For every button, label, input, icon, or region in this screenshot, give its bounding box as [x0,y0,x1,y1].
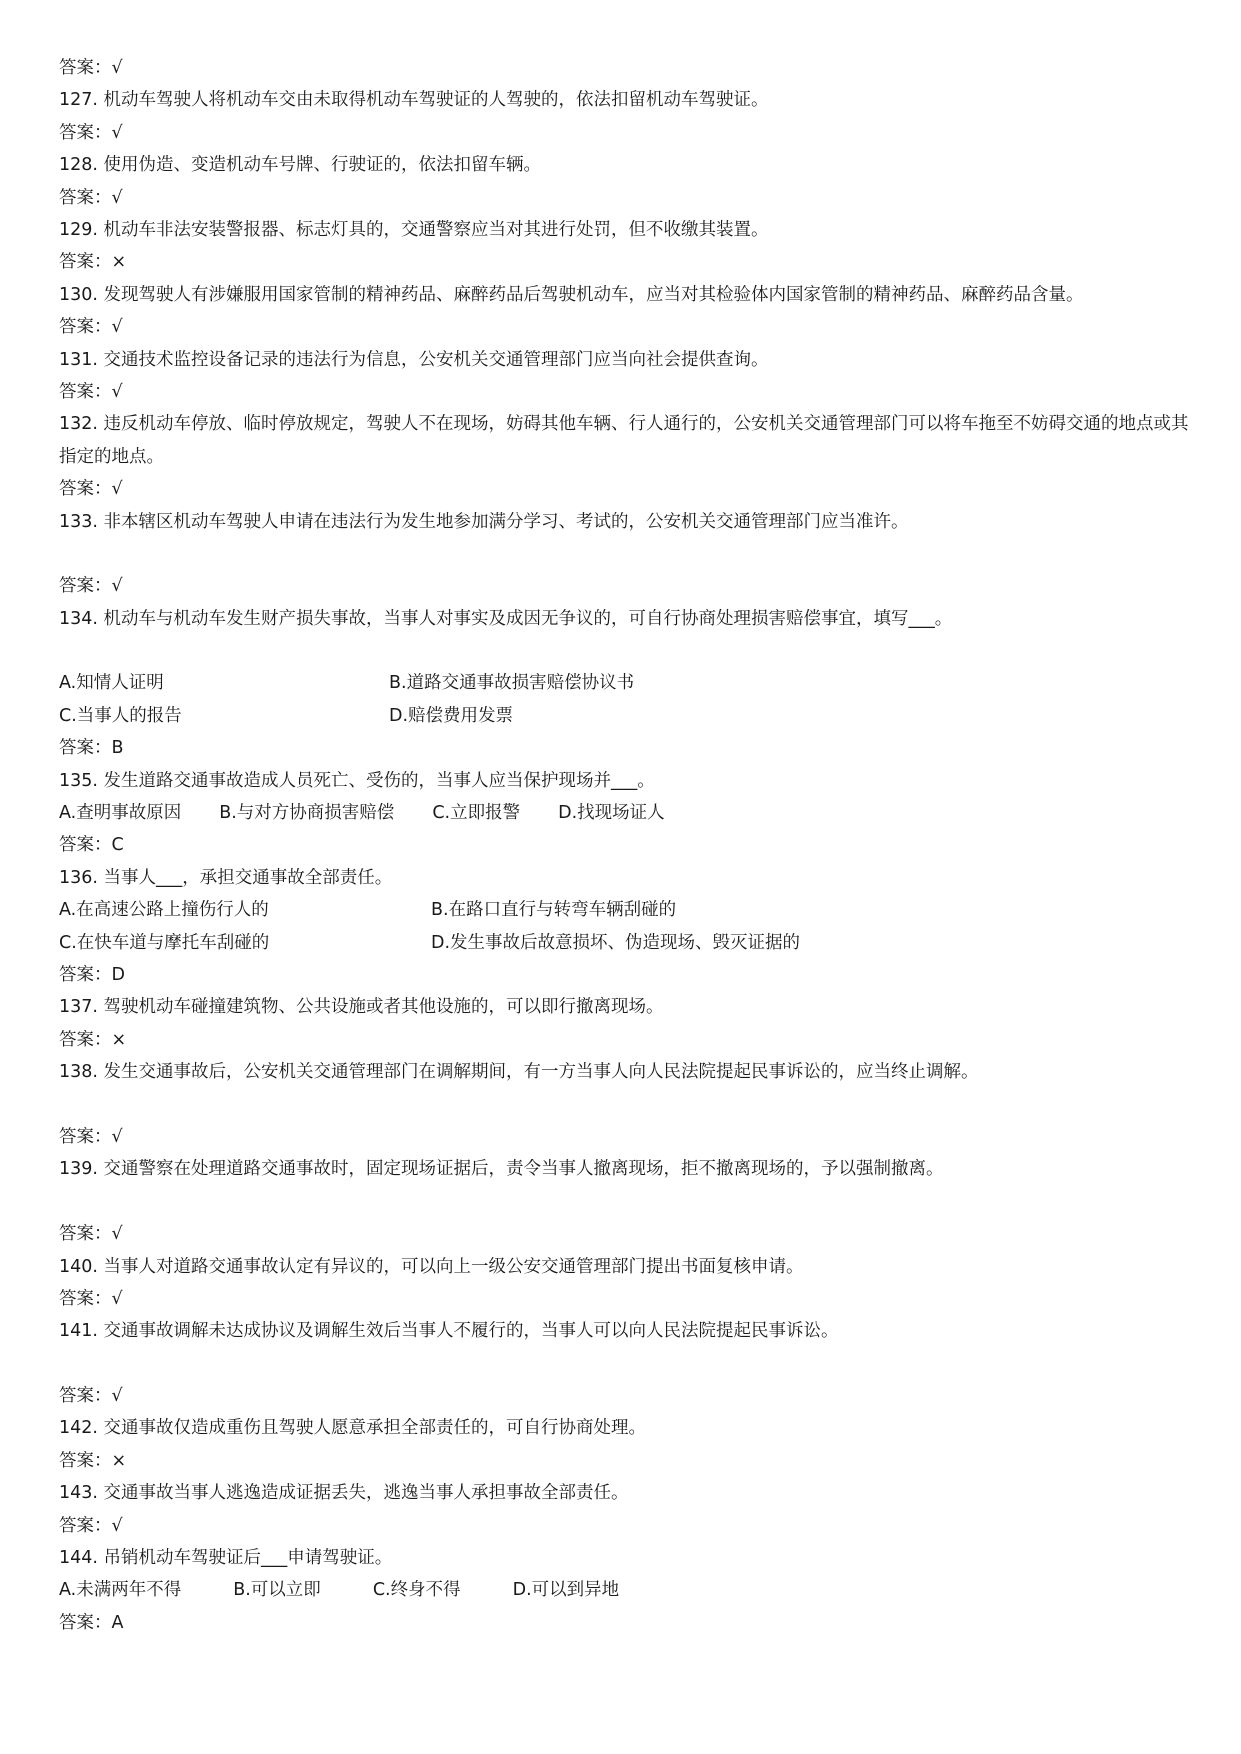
answer-134: 答案：B [59,738,124,759]
question-139: 139. 交通警察在处理道路交通事故时，固定现场证据后，责令当事人撤离现场，拒不撤离现场的，予以强制撤离。 [59,1159,944,1180]
blank-line [59,538,1189,570]
answer-141: 答案：√ [59,1386,123,1407]
question-127: 127. 机动车驾驶人将机动车交由未取得机动车驾驶证的人驾驶的，依法扣留机动车驾驶证。 [59,90,769,111]
option-135-c: C.立即报警 [432,803,521,824]
option-144-c: C.终身不得 [372,1580,461,1601]
options-134-row2 [59,700,1189,732]
option-136-b: B.在路口直行与转弯车辆刮碰的 [431,900,677,921]
answer-132: 答案：√ [59,479,123,500]
option-135-d: D.找现场证人 [558,803,665,824]
answer-137: 答案：× [59,1029,127,1050]
answer-139: 答案：√ [59,1224,123,1245]
question-141: 141. 交通事故调解未达成协议及调解生效后当事人不履行的，当事人可以向人民法院提起民事诉讼。 [59,1321,839,1342]
answer-128: 答案：√ [59,187,123,208]
question-142: 142. 交通事故仅造成重伤且驾驶人愿意承担全部责任的，可自行协商处理。 [59,1418,647,1439]
answer-140: 答案：√ [59,1288,123,1309]
question-143: 143. 交通事故当事人逃逸造成证据丢失，逃逸当事人承担事故全部责任。 [59,1483,629,1504]
question-128: 128. 使用伪造、变造机动车号牌、行驶证的，依法扣留车辆。 [59,155,542,176]
option-134-b: B.道路交通事故损害赔偿协议书 [389,673,635,694]
answer-136: 答案：D [59,964,125,985]
option-136-a: A.在高速公路上撞伤行人的 [59,900,269,921]
answer-135: 答案：C [59,835,124,856]
question-130: 130. 发现驾驶人有涉嫌服用国家管制的精神药品、麻醉药品后驾驶机动车，应当对其检验体内国家管制的精神药品、麻醉药品含量。 [59,284,1084,305]
question-131: 131. 交通技术监控设备记录的违法行为信息，公安机关交通管理部门应当向社会提供查询。 [59,349,769,370]
answer-133: 答案：√ [59,576,123,597]
options-135 [59,797,1189,829]
document-page [59,52,1189,1639]
question-140: 140. 当事人对道路交通事故认定有异议的，可以向上一级公安交通管理部门提出书面复核申请。 [59,1256,804,1277]
question-135: 135. 发生道路交通事故造成人员死亡、受伤的，当事人应当保护现场并___。 [59,770,655,791]
answer-142: 答案：× [59,1450,127,1471]
answer-144: 答案：A [59,1612,124,1633]
options-136-row1 [59,894,1189,926]
question-132: 132. 违反机动车停放、临时停放规定，驾驶人不在现场，妨碍其他车辆、行人通行的，公安机关交通管理部门可以将车拖至不妨碍交通的地点或其指定的地点。 [59,414,1189,467]
blank-line [59,1186,1189,1218]
answer-126: 答案：√ [59,58,123,78]
option-136-c: C.在快车道与摩托车刮碰的 [59,932,270,953]
option-134-c: C.当事人的报告 [59,705,182,726]
answer-129: 答案：× [59,252,127,273]
option-135-b: B.与对方协商损害赔偿 [219,803,395,824]
blank-line [59,1348,1189,1380]
question-136: 136. 当事人___，承担交通事故全部责任。 [59,867,393,888]
option-135-a: A.查明事故原因 [59,803,182,824]
option-136-d: D.发生事故后故意损坏、伪造现场、毁灭证据的 [431,932,801,953]
option-144-a: A.未满两年不得 [59,1580,182,1601]
answer-138: 答案：√ [59,1126,123,1147]
answer-127: 答案：√ [59,122,123,143]
options-144 [59,1574,1189,1606]
question-129: 129. 机动车非法安装警报器、标志灯具的，交通警察应当对其进行处罚，但不收缴其装置。 [59,219,769,240]
question-144: 144. 吊销机动车驾驶证后___申请驾驶证。 [59,1548,393,1569]
question-133: 133. 非本辖区机动车驾驶人申请在违法行为发生地参加满分学习、考试的，公安机关交通管理部门应当准许。 [59,511,909,532]
option-134-a: A.知情人证明 [59,673,164,694]
question-134: 134. 机动车与机动车发生财产损失事故，当事人对事实及成因无争议的，可自行协商处理损害赔偿事宜，填写___。 [59,608,953,629]
question-137: 137. 驾驶机动车碰撞建筑物、公共设施或者其他设施的，可以即行撤离现场。 [59,997,664,1018]
blank-line [59,635,1189,667]
answer-131: 答案：√ [59,381,123,402]
blank-line [59,1089,1189,1121]
answer-130: 答案：√ [59,317,123,338]
option-134-d: D.赔偿费用发票 [389,705,514,726]
options-134-row1 [59,667,1189,699]
question-138: 138. 发生交通事故后，公安机关交通管理部门在调解期间，有一方当事人向人民法院提起民事诉讼的，应当终止调解。 [59,1062,979,1083]
options-136-row2 [59,927,1189,959]
option-144-d: D.可以到异地 [512,1580,620,1601]
option-144-b: B.可以立即 [233,1580,321,1601]
answer-143: 答案：√ [59,1515,123,1536]
